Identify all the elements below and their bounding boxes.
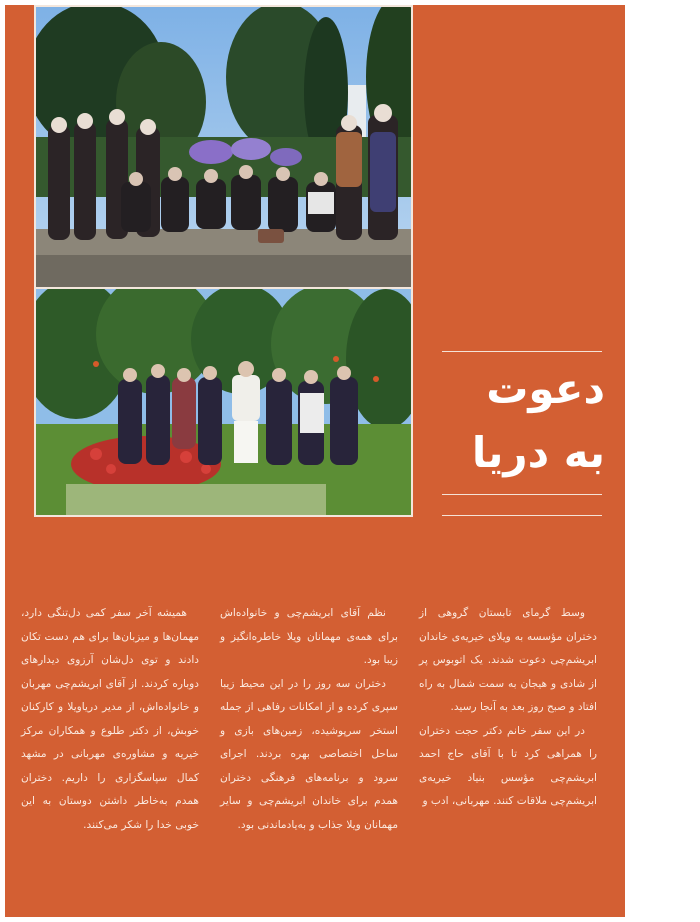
group-photo-garden bbox=[34, 287, 413, 517]
group-photo-villa bbox=[34, 5, 413, 291]
title-rule-top bbox=[442, 351, 602, 352]
article-title-line1: دعوت bbox=[486, 364, 605, 413]
paragraph: نظم آقای ابریشم‌چی و خانواده‌اش برای همه‌ی مهمانان ویلا خاطره‌انگیز و زیبا بود. bbox=[220, 607, 398, 666]
paragraph: دختران سه روز را در این محیط زیبا سپری کرده و از امکانات رفاهی از جمله استخر سرپوشیده، زمین‌های بازی و ساحل اختصاصی بهره بردند. اجرای سرود و برنامه‌های فرهنگی دختران همدم برای خاندان ابریشم‌چی و سایر مهمانان ویلا جذاب و به‌یادماندنی بود. bbox=[220, 677, 398, 831]
text-column-right bbox=[419, 602, 597, 814]
text-column-left bbox=[21, 602, 199, 837]
paragraph: همیشه آخر سفر کمی دل‌تنگی دارد، مهمان‌ها و میزبان‌ها برای هم دست تکان دادند و توی دل‌شان آرزوی دیدارهای دوباره کردند. از آقای ابریشم‌چی مهربان و خانواده‌اش، از مدیر دریاویلا و کارکنان خوبش، از دکتر طلوع و همکاران مرکز خیریه و مشاوره‌ی مهربانی در مشهد کمال سپاسگزاری را داریم. دختران همدم به‌خاطر داشتن دوستان به این خوبی خدا را شکر می‌کنند. bbox=[21, 607, 199, 831]
group-photo-villa-image bbox=[36, 7, 411, 289]
title-rule-bottom-1 bbox=[442, 494, 602, 495]
paragraph: در این سفر خانم دکتر حجت دختران را همراهی کرد تا با آقای حاج احمد ابریشم‌چی مؤسس بنیاد خیریه‌ی ابریشم‌چی ملاقات کنند. مهربانی، ادب و bbox=[419, 724, 597, 807]
paragraph: وسط گرمای تابستان گروهی از دختران مؤسسه به ویلای خیریه‌ی خاندان ابریشم‌چی دعوت شدند. یک اتوبوس پر از شادی و هیجان به سمت شمال به راه افتاد و صبح روز بعد به آنجا رسید. bbox=[419, 607, 597, 713]
title-rule-bottom-2 bbox=[442, 515, 602, 516]
text-column-middle bbox=[220, 602, 398, 837]
magazine-page bbox=[5, 5, 625, 917]
group-photo-garden-image bbox=[36, 289, 411, 515]
article-title-line2: به دریا bbox=[471, 428, 605, 477]
